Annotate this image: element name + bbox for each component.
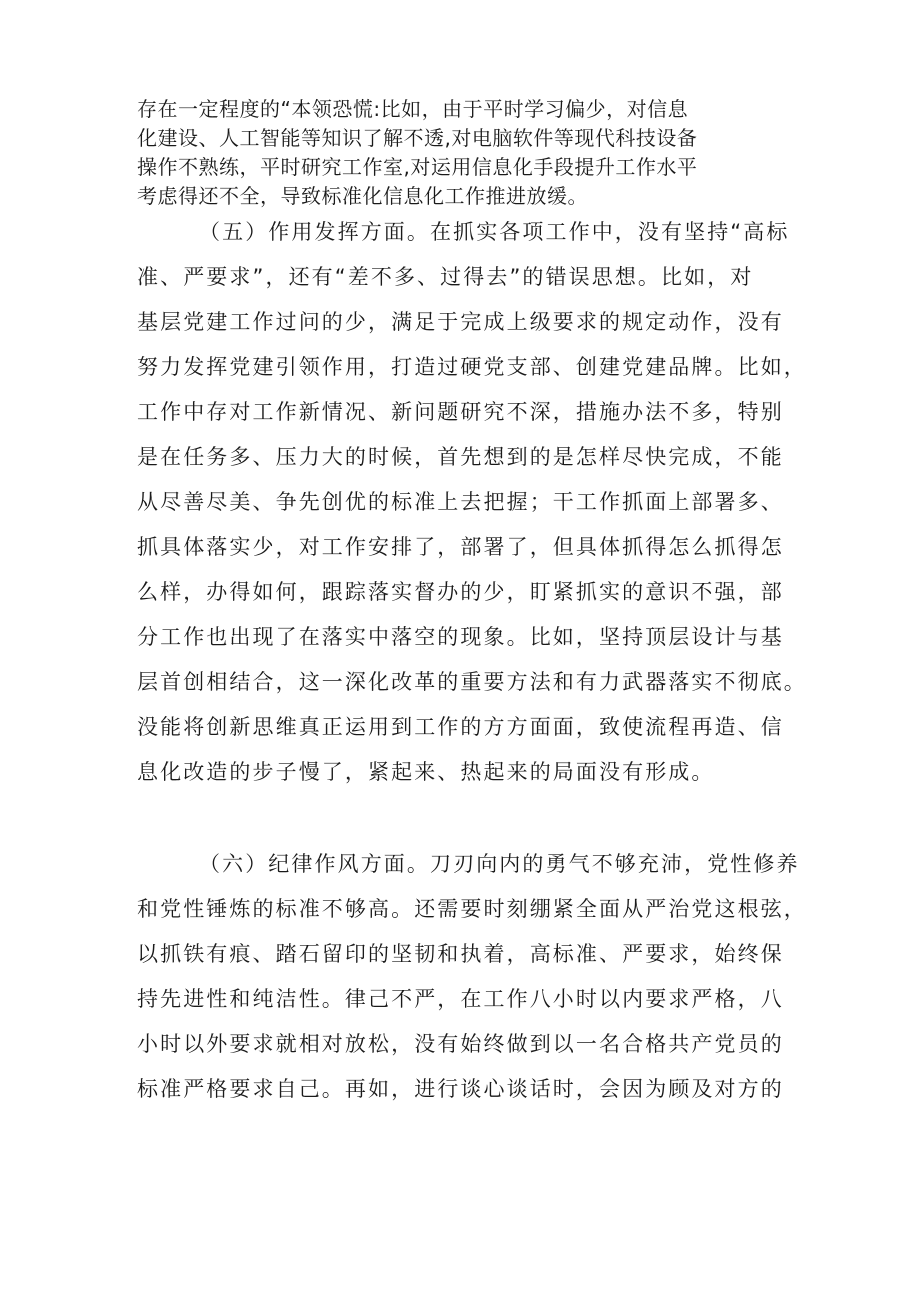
- text-line: 工作中存对工作新情况、新问题研究不深，措施办法不多，特别: [137, 400, 784, 424]
- text-line: 分工作也出现了在落实中落空的现象。比如，坚持顶层设计与基: [137, 625, 784, 649]
- text-line: 息化改造的步子慢了，紧起来、热起来的局面没有形成。: [137, 760, 715, 784]
- text-line: 努力发挥党建引领作用，打造过硬党支部、创建党建品牌。比如，: [137, 355, 807, 379]
- text-line: 操作不熟练，平时研究工作室,对运用信息化手段提升工作水平: [137, 155, 698, 179]
- text-line: 存在一定程度的“本领恐慌:比如，由于平时学习偏少，对信息: [137, 97, 689, 121]
- text-line: 基层党建工作过问的少，满足于完成上级要求的规定动作，没有: [137, 310, 784, 334]
- section-five-paragraph: [137, 210, 807, 795]
- text-line: 层首创相结合，这一深化改革的重要方法和有力武器落实不彻底。: [137, 670, 807, 694]
- text-line: 么样，办得如何，跟踪落实督办的少，盯紧抓实的意识不强，部: [137, 580, 784, 604]
- text-line: 抓具体落实少，对工作安排了，部署了，但具体抓得怎么抓得怎: [137, 535, 784, 559]
- text-line: 小时以外要求就相对放松，没有始终做到以一名合格共产党员的: [137, 1032, 784, 1056]
- text-line: 准、严要求”，还有“差不多、过得去”的错误思想。比如，对: [137, 265, 754, 289]
- text-line: 和党性锤炼的标准不够高。还需要时刻绷紧全面从严治党这根弦，: [137, 897, 807, 921]
- text-line: 从尽善尽美、争先创优的标准上去把握；干工作抓面上部署多、: [137, 490, 784, 514]
- text-line: 化建设、人工智能等知识了解不透,对电脑软件等现代科技设备: [137, 126, 698, 150]
- section-heading-line: （六）纪律作风方面。刀刃向内的勇气不够充沛，党性修养: [199, 852, 800, 876]
- text-line: 持先进性和纯洁性。律己不严，在工作八小时以内要求严格，八: [137, 987, 784, 1011]
- section-heading-line: （五）作用发挥方面。在抓实各项工作中，没有坚持“高标: [199, 220, 790, 244]
- text-line: 没能将创新思维真正运用到工作的方方面面，致使流程再造、信: [137, 715, 784, 739]
- text-line: 考虑得还不全，导致标准化信息化工作推进放缓。: [137, 184, 588, 208]
- text-line: 是在任务多、压力大的时候，首先想到的是怎样尽快完成，不能: [137, 445, 784, 469]
- text-line: 标准严格要求自己。再如，进行谈心谈话时，会因为顾及对方的: [137, 1077, 784, 1101]
- intro-paragraph: [137, 95, 797, 211]
- text-line: 以抓铁有痕、踏石留印的坚韧和执着，高标准、严要求，始终保: [137, 942, 784, 966]
- section-six-paragraph: [137, 842, 807, 1112]
